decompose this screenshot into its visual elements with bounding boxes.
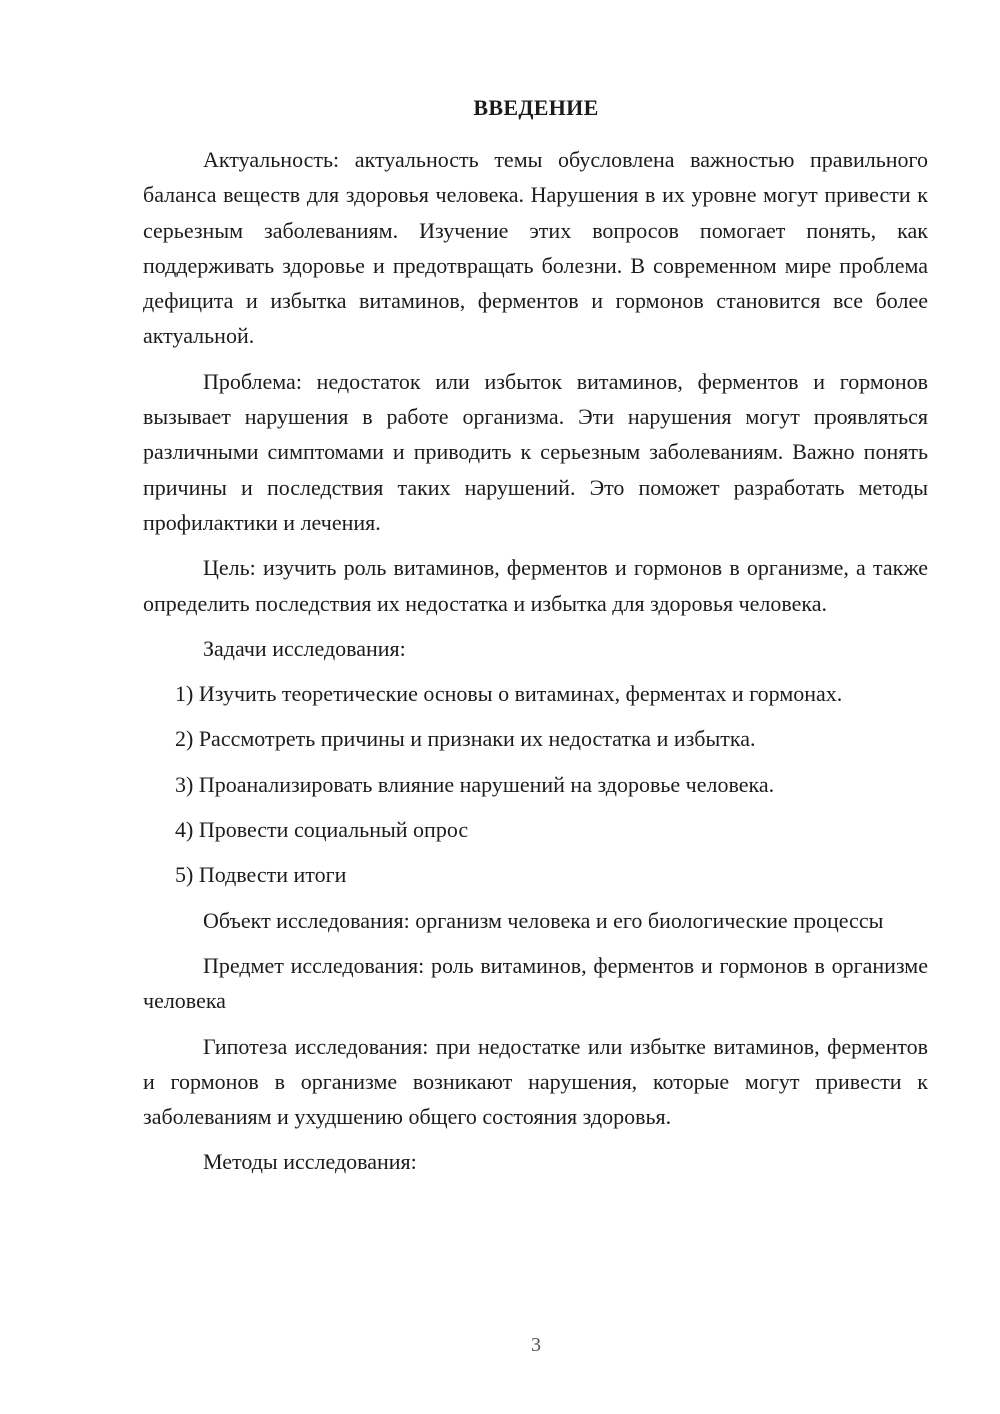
list-item: 1) Изучить теоретические основы о витаминах, ферментах и гормонах. <box>175 681 843 707</box>
paragraph-relevance: Актуальность: актуальность темы обусловлена важностью правильного баланса веществ для здоровья человека. Нарушения в их уровне могут привести к серьезным заболеваниям. Изучение этих вопросов помогает понять, как поддерживать здоровье и предотвращать болезни. В современном мире проблема дефицита и избытка витаминов, ферментов и гормонов становится все более актуальной. <box>143 147 928 349</box>
paragraph-problem: Проблема: недостаток или избыток витаминов, ферментов и гормонов вызывает нарушения в работе организма. Эти нарушения могут проявляться различными симптомами и приводить к серьезным заболеваниям. Важно понять причины и последствия таких нарушений. Это поможет разработать методы профилактики и лечения. <box>143 368 928 535</box>
list-item: 3) Проанализировать влияние нарушений на здоровье человека. <box>175 771 775 797</box>
document-body <box>143 142 928 1180</box>
list-item: 2) Рассмотреть причины и признаки их недостатка и избытка. <box>175 726 756 752</box>
methods-heading: Методы исследования: <box>203 1149 417 1175</box>
tasks-heading: Задачи исследования: <box>203 635 406 661</box>
list-item: 4) Провести социальный опрос <box>175 817 469 843</box>
paragraph-hypothesis: Гипотеза исследования: при недостатке или избытке витаминов, ферментов и гормонов в организме возникают нарушения, которые могут привести к заболеваниям и ухудшению общего состояния здоровья. <box>143 1033 928 1130</box>
paragraph-goal: Цель: изучить роль витаминов, ферментов и гормонов в организме, а также определить последствия их недостатка и избытка для здоровья человека. <box>143 555 928 616</box>
page-number: 3 <box>531 1334 541 1356</box>
section-title: ВВЕДЕНИЕ <box>473 95 599 120</box>
paragraph-subject: Предмет исследования: роль витаминов, ферментов и гормонов в организме человека <box>143 952 928 1014</box>
paragraph-object: Объект исследования: организм человека и его биологические процессы <box>203 907 884 933</box>
tasks-list <box>143 676 928 892</box>
list-item: 5) Подвести итоги <box>175 862 347 888</box>
